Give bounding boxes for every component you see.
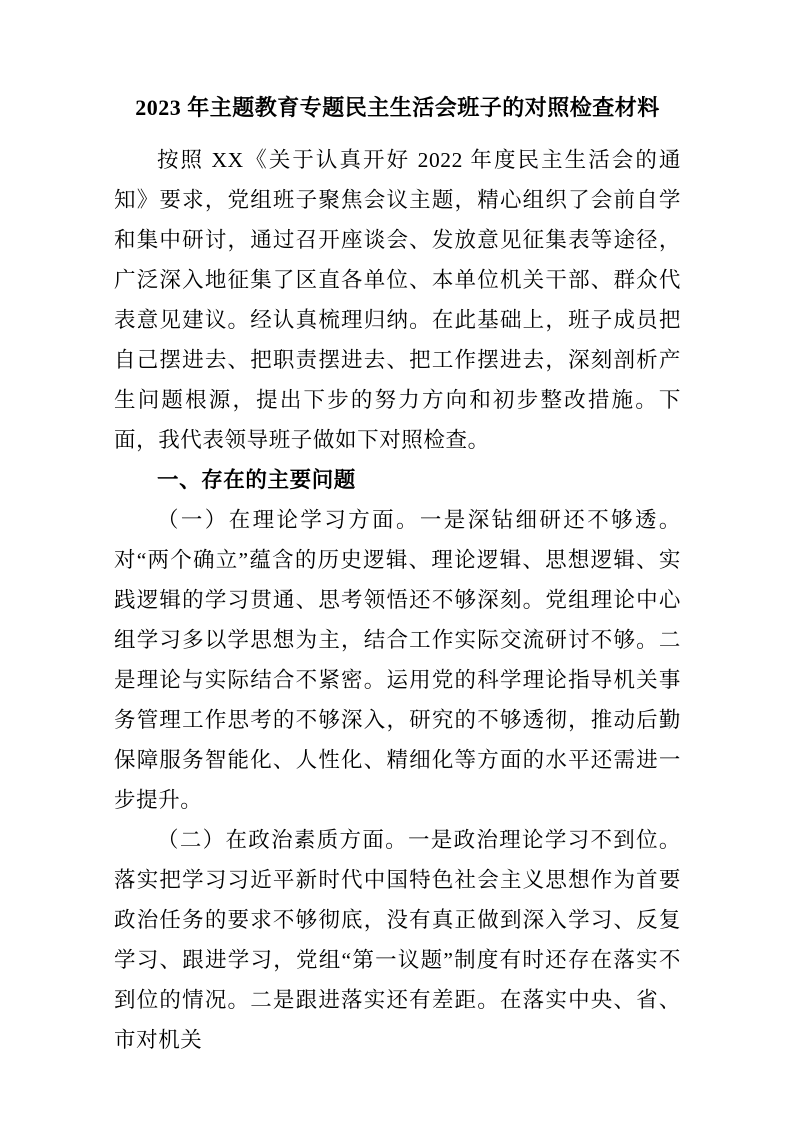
intro-paragraph: 按照 XX《关于认真开好 2022 年度民主生活会的通知》要求，党组班子聚焦会议主题，精心组织了会前自学和集中研讨，通过召开座谈会、发放意见征集表等途径，广泛深入地征集了区直各单位、本单位机关干部、群众代表意见建议。经认真梳理归纳。在此基础上，班子成员把自己摆进去、把职责摆进去、把工作摆进去，深刻剖析产生问题根源，提出下步的努力方向和初步整改措施。下面，我代表领导班子做如下对照检查。 [114,148,681,452]
paragraph-political-quality: （二）在政治素质方面。一是政治理论学习不到位。落实把学习习近平新时代中国特色社会主义思想作为首要政治任务的要求不够彻底，没有真正做到深入学习、反复学习、跟进学习，党组“第一议题”制度有时还存在落实不到位的情况。二是跟进落实还有差距。在落实中央、省、市对机关 [114,828,681,1052]
paragraph-theory-study: （一）在理论学习方面。一是深钻细研还不够透。对“两个确立”蕴含的历史逻辑、理论逻辑、思想逻辑、实践逻辑的学习贯通、思考领悟还不够深刻。党组理论中心组学习多以学思想为主，结合工作实际交流研讨不够。二是理论与实际结合不紧密。运用党的科学理论指导机关事务管理工作思考的不够深入，研究的不够透彻，推动后勤保障服务智能化、人性化、精细化等方面的水平还需进一步提升。 [114,508,681,812]
document-title: 2023 年主题教育专题民主生活会班子的对照检查材料 [135,95,660,120]
section-heading-main-problems: 一、存在的主要问题 [157,468,356,492]
